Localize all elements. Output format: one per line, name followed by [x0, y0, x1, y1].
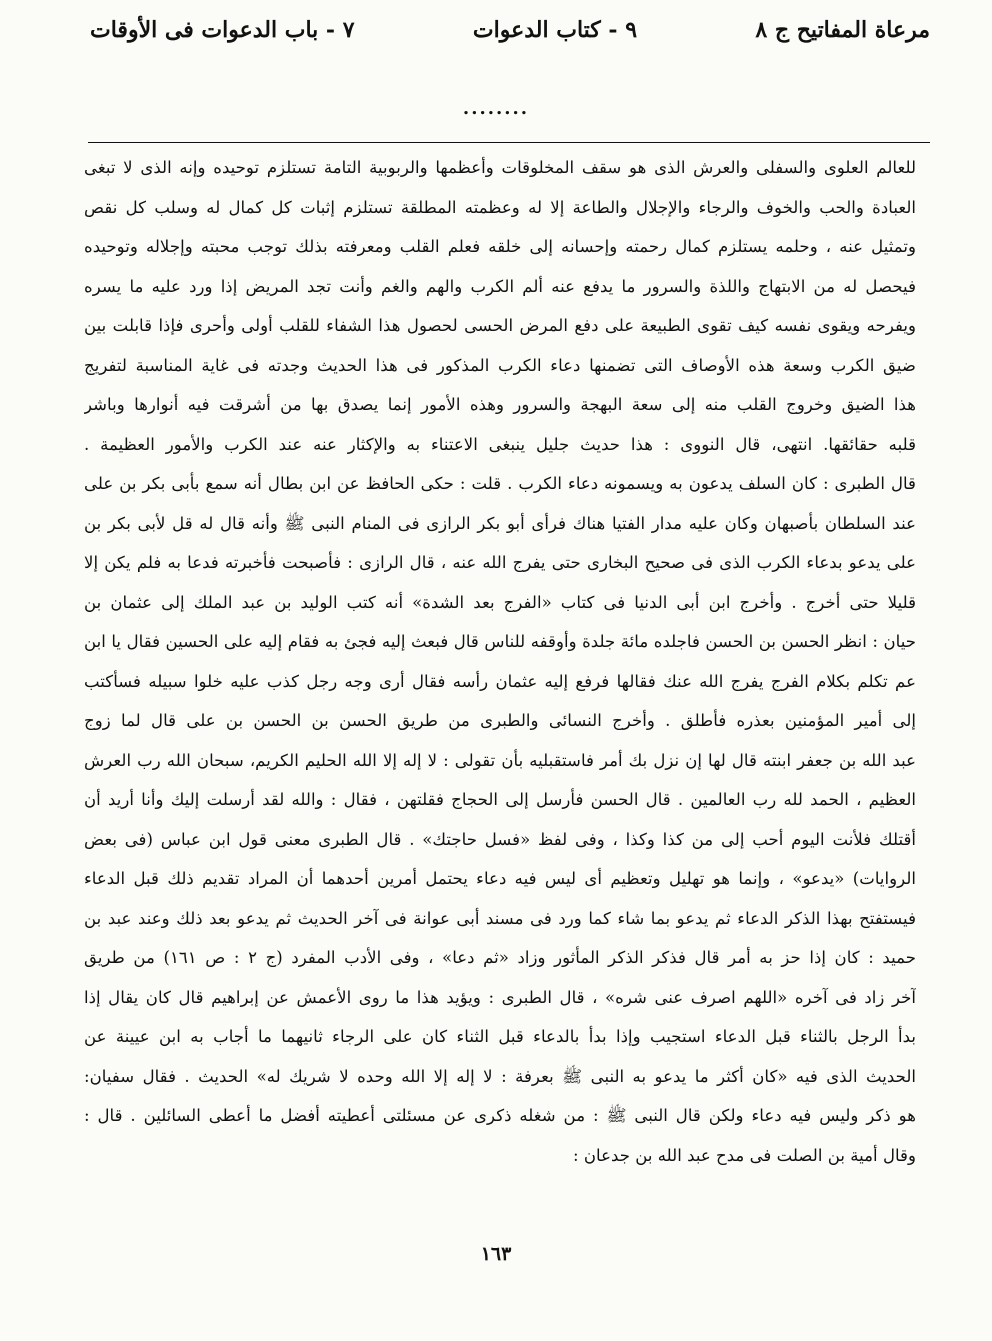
text-line: عند السلطان بأصبهان وكان عليه مدار الفتيا هناك فرأى أبو بكر الرازى فى المنام النبى ﷺ وأنه قال له قل لأبى بكر بن	[84, 513, 916, 533]
page-number: ١٦٣	[480, 1243, 512, 1265]
text-line: قلبه حقائقها. انتهى، قال النووى : هذا حديث جليل ينبغى الاعتناء به والإكثار عنه عند الكرب والأمور العظيمة .	[84, 434, 916, 454]
text-line: ويفرحه ويقوى نفسه كيف تقوى الطبيعة على دفع المرض الحسى لحصول هذا الشفاء للقلب أولى وأحرى فإذا قابلت بين	[84, 316, 916, 335]
text-line: العظيم ، الحمد لله رب العالمين . قال الحسن فأرسل إلى الحجاج فقلتهن ، فقال : والله لقد أرسلت إليك وأنا أريد أن	[84, 790, 916, 809]
text-line: فيستفتح بهذا الذكر الدعاء ثم يدعو بما شاء كما ورد فى مسند أبى عوانة فى آخر الحديث ثم يدعو بعد ذلك وعند عبد بن	[84, 908, 916, 928]
text-line: العبادة والحب والخوف والرجاء والإجلال والطاعة إلا له وعظمته المطلقة تستلزم إثبات كل كمال له وسلب كل نقص	[84, 197, 916, 217]
text-line: حيان : انظر الحسن بن الحسن فاجلده مائة جلدة وأوقفه للناس قال فبعث إليه فجئ به فقام إليه على الحسين فقال يا ابن	[84, 632, 916, 651]
text-line: بدأ الرجل بالثناء قبل الدعاء استجيب وإذا بدأ بالدعاء قبل الثناء كان على الرجاء ثانيهما ما أجاب به ابن عيينة عن	[84, 1027, 916, 1046]
text-line: عبد الله بن جعفر ابنته قال لها إن نزل بك أمر فاستقبليه بأن تقولى : لا إله إلا الله الحليم الكريم، سبحان الله رب العرش	[84, 750, 916, 770]
text-line: الحديث الذى فيه «كان أكثر ما يدعو به النبى ﷺ بعرفة : لا إله إلا الله وحده لا شريك له» الحديث . فقال سفيان:	[84, 1066, 916, 1086]
header-rule	[88, 142, 930, 143]
text-line: فيحصل له من الابتهاج واللذة والسرور ما يدفع عنه ألم الكرب والهم والغم وأنت تجد المريض إذا ورد عليه ما يسره	[84, 276, 916, 296]
body-text	[84, 148, 916, 1175]
text-line: للعالم العلوى والسفلى والعرش الذى هو سقف المخلوقات وأعظمها والربوبية التامة تستلزم توحيده وإنه الذى لا تبغى	[84, 158, 916, 177]
text-line: إلى أمير المؤمنين بعذره فأطلق . وأخرج النسائى والطبرى من طريق الحسن بن الحسن بن على قال لما زوج	[84, 711, 916, 730]
header-book-volume: مرعاة المفاتيح ج ٨	[755, 17, 930, 43]
header-chapter: ٩ - كتاب الدعوات	[472, 17, 638, 43]
header-section: ٧ - باب الدعوات فى الأوقات	[90, 17, 355, 43]
text-line: قال الطبرى : كان السلف يدعون به ويسمونه دعاء الكرب . قلت : حكى الحافظ عن ابن بطال أنه سمع بأبى بكر بن على	[84, 474, 916, 493]
text-line: على يدعو بدعاء الكرب الذى فى صحيح البخارى حتى يفرج الله عنه ، قال الرازى : فأصبحت فأخبرته فدعا به فلم يكن إلا	[84, 553, 916, 572]
text-line: آخر زاد فى آخره «اللهم اصرف عنى شره» ، قال الطبرى : ويؤيد هذا ما روى الأعمش عن إبراهيم قال كان يقال إذا	[84, 987, 916, 1007]
text-line: الروايات) «يدعو» ، وإنما هو تهليل وتعظيم أى ليس فيه دعاء يحتمل أمرين أحدهما أن المراد تقديم ذلك قبل الدعاء	[84, 869, 916, 888]
text-line: وتمثيل عنه ، وحلمه يستلزم كمال رحمته وإحسانه إلى خلقه فعلم القلب ومعرفته بذلك توجب محبته وإجلاله وتوحيده	[84, 237, 916, 256]
ornament-divider: ........	[462, 98, 530, 119]
text-line: حميد : كان إذا حز به أمر قال فذكر الذكر المأثور وزاد «ثم دعا» ، وفى الأدب المفرد (ج ٢ : ص ١٦١) من طريق	[84, 948, 916, 967]
text-line: أقتلك فلأنت اليوم أحب إلى من كذا وكذا ، وفى لفظ «فسل حاجتك» . قال الطبرى معنى قول ابن عباس (فى بعض	[84, 829, 916, 849]
running-header	[90, 10, 930, 50]
text-line: ضيق الكرب وسعة هذه الأوصاف التى تضمنها دعاء الكرب المذكور فى هذا الحديث وجدته فى غاية المناسبة لتفريج	[84, 355, 916, 375]
text-line: قليلا حتى أخرج . وأخرج ابن أبى الدنيا فى كتاب «الفرج بعد الشدة» أنه كتب الوليد بن عبد الملك إلى عثمان بن	[84, 592, 916, 612]
text-line: وقال أمية بن الصلت فى مدح عبد الله بن جدعان :	[573, 1145, 916, 1165]
text-line: هذا الضيق وخروج القلب منه إلى سعة البهجة والسرور وهذه الأمور إنما يصدق بها من أشرقت فيه أنوارها وباشر	[84, 395, 916, 414]
text-line: هو ذكر وليس فيه دعاء ولكن قال النبى ﷺ : من شغله ذكرى عن مسئلتى أعطيته أفضل ما أعطى السائلين . قال :	[84, 1106, 916, 1125]
text-line: عم تكلم بكلام الفرج يفرج الله عنك فقالها فرفع إليه عثمان رأسه فقال أرى وجه رجل كذب عليه خلوا سبيله فسأكتب	[84, 671, 916, 691]
